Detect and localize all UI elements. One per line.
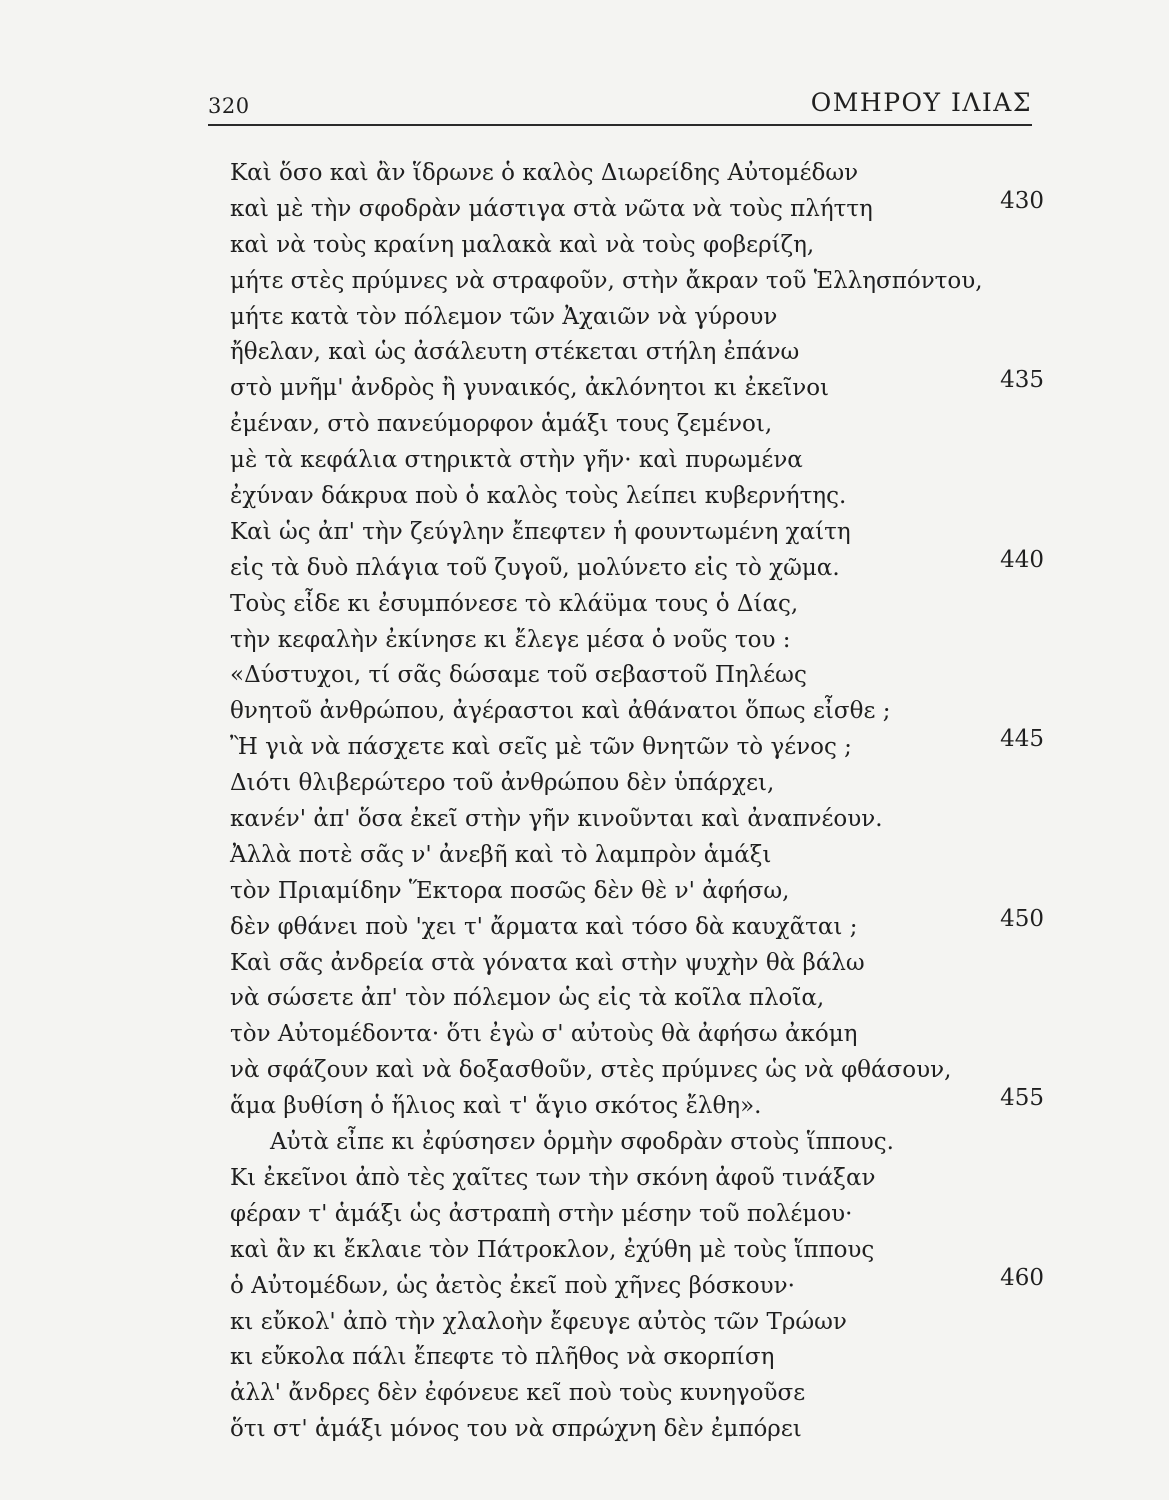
verse-text: ὁ Αὐτομέδων, ὡς ἀετὸς ἐκεῖ ποὺ χῆνες βόσκουν· xyxy=(230,1272,795,1299)
verse-line xyxy=(230,1017,1050,1053)
verse-text: Τοὺς εἶδε κι ἐσυμπόνεσε τὸ κλάϋμα τους ὁ Δίας, xyxy=(230,590,799,617)
line-number: 450 xyxy=(1000,905,1044,932)
verse-text: κανέν' ἀπ' ὅσα ἐκεῖ στὴν γῆν κινοῦνται καὶ ἀναπνέουν. xyxy=(230,806,883,833)
verse-line xyxy=(230,264,1050,300)
verse-line xyxy=(230,546,1050,587)
verse-line xyxy=(230,335,1050,371)
verse-line xyxy=(230,905,1050,946)
verse-line xyxy=(230,1161,1050,1197)
verse-line xyxy=(230,981,1050,1017)
line-number: 455 xyxy=(1000,1085,1044,1112)
verse-line xyxy=(230,1085,1050,1125)
verse-text: ἐχύναν δάκρυα ποὺ ὁ καλὸς τοὺς λείπει κυβερνήτης. xyxy=(230,483,847,510)
verse-text: Κι ἐκεῖνοι ἀπὸ τὲς χαῖτες των τὴν σκόνη ἀφοῦ τινάξαν xyxy=(230,1164,876,1191)
verse-text: μήτε στὲς πρύμνες νὰ στραφοῦν, στὴν ἄκραν τοῦ Ἑλλησπόντου, xyxy=(230,267,983,294)
verse-text: ὅτι στ' ἁμάξι μόνος του νὰ σπρώχνη δὲν ἐμπόρει xyxy=(230,1416,802,1443)
verse-line xyxy=(230,802,1050,838)
verse-text: τὴν κεφαλὴν ἐκίνησε κι ἔλεγε μέσα ὁ νοῦς του : xyxy=(230,626,791,653)
verse-line xyxy=(230,443,1050,479)
verse-text: θνητοῦ ἀνθρώπου, ἀγέραστοι καὶ ἀθάνατοι ὅπως εἶσθε ; xyxy=(230,698,891,725)
verse-text: στὸ μνῆμ' ἀνδρὸς ἢ γυναικός, ἀκλόνητοι κι ἐκεῖνοι xyxy=(230,375,830,402)
poem-text xyxy=(230,156,1050,1448)
verse-text: Διότι θλιβερώτερο τοῦ ἀνθρώπου δὲν ὑπάρχει, xyxy=(230,770,775,797)
verse-line xyxy=(230,1233,1050,1269)
verse-text: «Δύστυχοι, τί σᾶς δώσαμε τοῦ σεβαστοῦ Πηλέως xyxy=(230,662,807,689)
verse-text: κι εὔκολα πάλι ἔπεφτε τὸ πλῆθος νὰ σκορπίση xyxy=(230,1344,775,1371)
header-rule xyxy=(208,124,1032,126)
verse-text: μήτε κατὰ τὸν πόλεμον τῶν Ἀχαιῶν νὰ γύρουν xyxy=(230,303,778,330)
verse-text: Ἢ γιὰ νὰ πάσχετε καὶ σεῖς μὲ τῶν θνητῶν τὸ γένος ; xyxy=(230,734,852,761)
verse-line xyxy=(230,1197,1050,1233)
verse-line xyxy=(230,300,1050,336)
verse-line xyxy=(230,1412,1050,1448)
verse-line xyxy=(230,1305,1050,1341)
verse-text: καὶ μὲ τὴν σφοδρὰν μάστιγα στὰ νῶτα νὰ τοὺς πλήττη xyxy=(230,195,873,222)
verse-line xyxy=(230,587,1050,623)
verse-line xyxy=(230,946,1050,982)
line-number: 460 xyxy=(1000,1264,1044,1291)
verse-text: Ἀλλὰ ποτὲ σᾶς ν' ἀνεβῆ καὶ τὸ λαμπρὸν ἁμάξι xyxy=(230,841,772,868)
line-number: 435 xyxy=(1000,367,1044,394)
verse-line xyxy=(230,838,1050,874)
page-header xyxy=(208,80,1032,120)
verse-line xyxy=(230,156,1050,192)
verse-line xyxy=(230,367,1050,407)
verse-text: κι εὔκολ' ἀπὸ τὴν χλαλοὴν ἔφευγε αὐτὸς τῶν Τρώων xyxy=(230,1308,847,1335)
line-number: 445 xyxy=(1000,726,1044,753)
verse-text: εἰς τὰ δυὸ πλάγια τοῦ ζυγοῦ, μολύνετο εἰς τὸ χῶμα. xyxy=(230,554,840,581)
verse-line xyxy=(230,1264,1050,1305)
verse-text: τὸν Πριαμίδην Ἕκτορα ποσῶς δὲν θὲ ν' ἀφήσω, xyxy=(230,877,790,904)
verse-line xyxy=(230,1053,1050,1089)
verse-line xyxy=(230,1125,1050,1161)
verse-line xyxy=(230,874,1050,910)
verse-line xyxy=(230,1340,1050,1376)
page-number: 320 xyxy=(208,94,250,118)
verse-line xyxy=(230,658,1050,694)
verse-text: καὶ νὰ τοὺς κραίνη μαλακὰ καὶ νὰ τοὺς φοβερίζη, xyxy=(230,231,815,258)
verse-line xyxy=(230,479,1050,515)
verse-text: Καὶ ὡς ἀπ' τὴν ζεύγλην ἔπεφτεν ἡ φουντωμένη χαίτη xyxy=(230,518,851,545)
verse-text: νὰ σώσετε ἀπ' τὸν πόλεμον ὡς εἰς τὰ κοῖλα πλοῖα, xyxy=(230,985,825,1012)
verse-text: ἤθελαν, καὶ ὡς ἀσάλευτη στέκεται στήλη ἐπάνω xyxy=(230,339,800,366)
verse-line xyxy=(230,623,1050,659)
verse-text: νὰ σφάζουν καὶ νὰ δοξασθοῦν, στὲς πρύμνες ὡς νὰ φθάσουν, xyxy=(230,1057,952,1084)
verse-line xyxy=(230,515,1050,551)
line-number: 440 xyxy=(1000,546,1044,573)
verse-text: τὸν Αὐτομέδοντα· ὅτι ἐγὼ σ' αὐτοὺς θὰ ἀφήσω ἀκόμη xyxy=(230,1021,858,1048)
verse-text: ἀλλ' ἄνδρες δὲν ἐφόνευε κεῖ ποὺ τοὺς κυνηγοῦσε xyxy=(230,1380,806,1407)
verse-line xyxy=(230,766,1050,802)
verse-text: φέραν τ' ἁμάξι ὡς ἀστραπὴ στὴν μέσην τοῦ πολέμου· xyxy=(230,1200,853,1227)
verse-text: Καὶ σᾶς ἀνδρεία στὰ γόνατα καὶ στὴν ψυχὴν θὰ βάλω xyxy=(230,949,865,976)
verse-line xyxy=(230,187,1050,228)
line-number: 430 xyxy=(1000,187,1044,214)
verse-line xyxy=(230,407,1050,443)
verse-text: Αὐτὰ εἶπε κι ἐφύσησεν ὁρμὴν σφοδρὰν στοὺς ἵππους. xyxy=(270,1129,894,1156)
verse-text: δὲν φθάνει ποὺ 'χει τ' ἄρματα καὶ τόσο δὰ καυχᾶται ; xyxy=(230,913,858,940)
verse-line xyxy=(230,726,1050,766)
verse-line xyxy=(230,694,1050,730)
verse-text: καὶ ἂν κι ἔκλαιε τὸν Πάτροκλον, ἐχύθη μὲ τοὺς ἵππους xyxy=(230,1236,875,1263)
verse-text: ἐμέναν, στὸ πανεύμορφον ἁμάξι τους ζεμένοι, xyxy=(230,411,773,438)
verse-text: μὲ τὰ κεφάλια στηρικτὰ στὴν γῆν· καὶ πυρωμένα xyxy=(230,447,803,474)
running-title: ΟΜΗΡΟΥ ΙΛΙΑΣ xyxy=(810,88,1032,117)
verse-text: Καὶ ὅσο καὶ ἂν ἵδρωνε ὁ καλὸς Διωρείδης Αὐτομέδων xyxy=(230,160,859,186)
verse-line xyxy=(230,1376,1050,1412)
verse-line xyxy=(230,228,1050,264)
verse-text: ἅμα βυθίση ὁ ἥλιος καὶ τ' ἅγιο σκότος ἔλθη». xyxy=(230,1093,762,1120)
